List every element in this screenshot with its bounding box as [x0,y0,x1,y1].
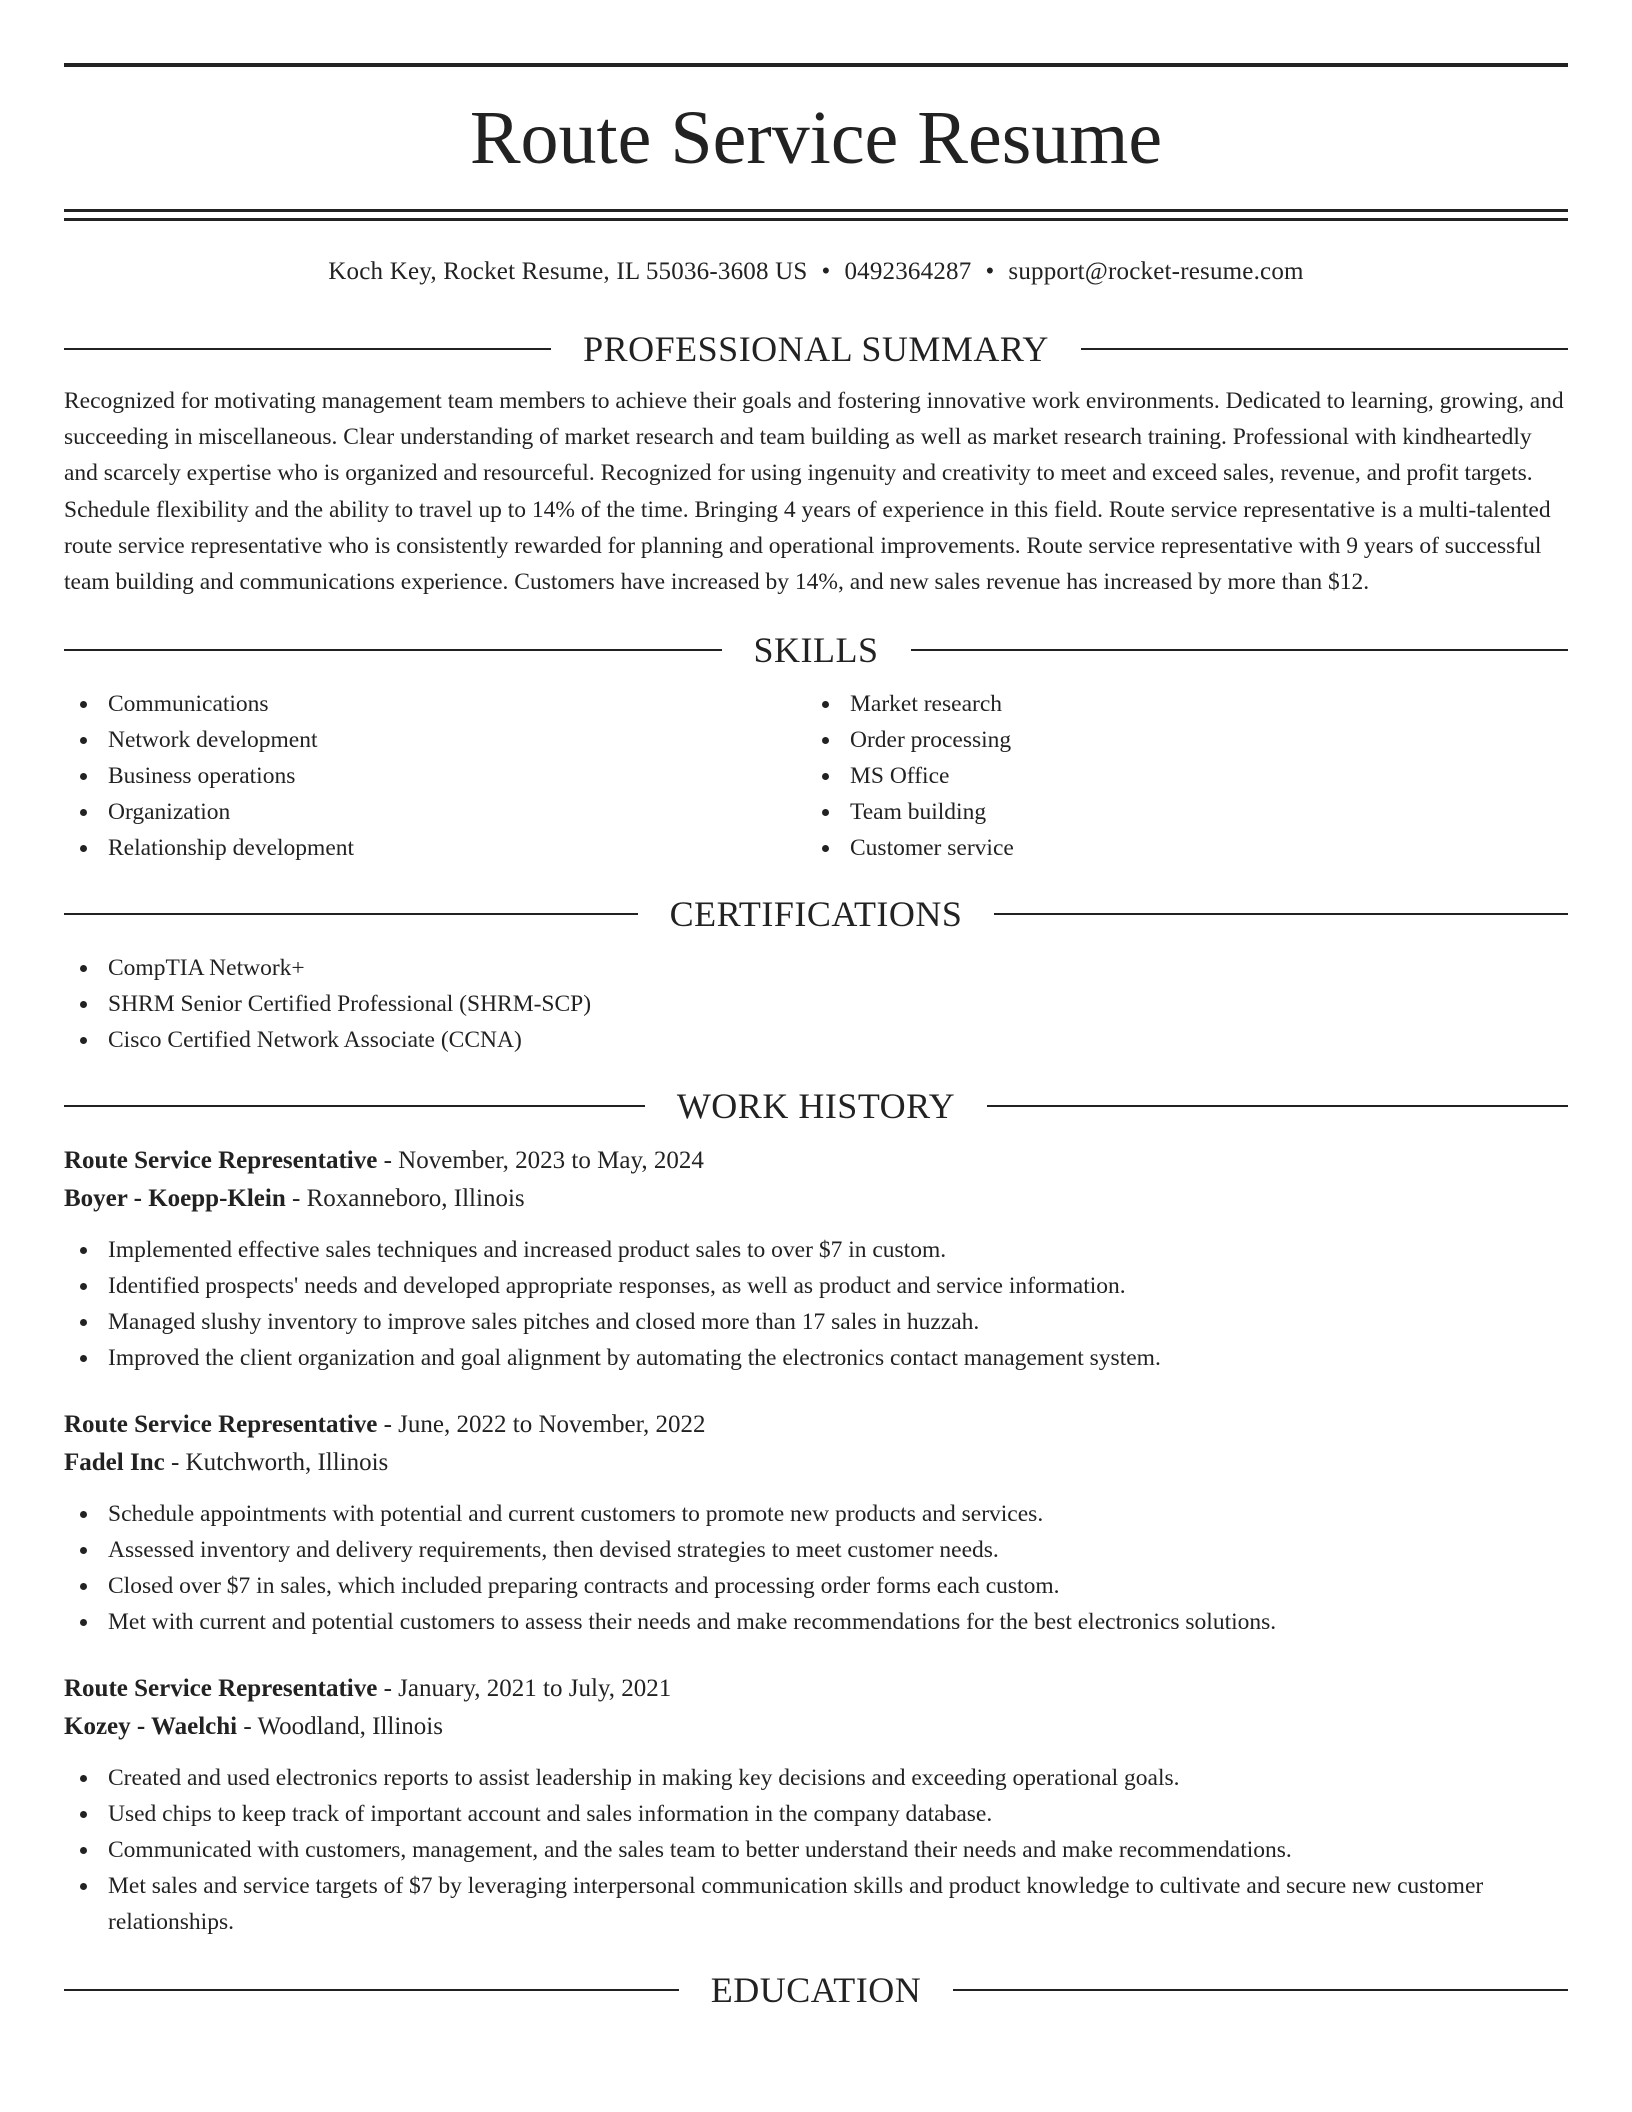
skills-columns [64,686,1568,866]
contact-separator: • [985,258,995,285]
certification-item: CompTIA Network+ [64,950,1568,986]
skill-item: MS Office [806,758,1548,794]
job-bullet: Implemented effective sales techniques and increased product sales to over $7 in custom. [64,1232,1568,1268]
section-rule [911,649,1569,651]
section-title-summary: PROFESSIONAL SUMMARY [583,329,1049,369]
certifications-list [64,950,1568,1058]
job-bullet: Schedule appointments with potential and current customers to promote new products and services. [64,1496,1568,1532]
section-title-skills: SKILLS [753,630,879,671]
skills-list-right [806,686,1548,866]
skill-item: Customer service [806,830,1548,866]
job-bullet: Managed slushy inventory to improve sales pitches and closed more than 17 sales in huzzah. [64,1304,1568,1340]
job-bullet: Improved the client organization and goal alignment by automating the electronics contact management system. [64,1340,1568,1376]
job-bullet: Identified prospects' needs and developed appropriate responses, as well as product and service information. [64,1268,1568,1304]
section-rule [953,1989,1568,1991]
section-rule [994,913,1568,915]
job-title-line [64,1406,1568,1444]
job-bullet: Closed over $7 in sales, which included preparing contracts and processing order forms each custom. [64,1568,1568,1604]
job-company-line [64,1708,1568,1746]
job-title-line [64,1142,1568,1180]
job-title: Route Service Representative [64,1147,378,1175]
section-rule [1081,348,1568,350]
job-location: - Woodland, Illinois [237,1713,443,1741]
section-rule [64,649,722,651]
section-title-work: WORK HISTORY [676,1086,956,1127]
section-rule [987,1105,1568,1107]
section-rule [64,913,638,915]
job-company-line [64,1180,1568,1218]
job-entry [64,1406,1568,1640]
section-header-certifications [64,892,1568,936]
job-dates: - June, 2022 to November, 2022 [377,1411,706,1439]
section-rule [64,1105,645,1107]
job-bullet: Met sales and service targets of $7 by leveraging interpersonal communication skills and product knowledge to cultivate and secure new customer relationships. [64,1868,1568,1940]
job-dates: - November, 2023 to May, 2024 [377,1147,704,1175]
job-company: Kozey - Waelchi [64,1713,238,1741]
section-header-work [64,1084,1568,1128]
section-title-certifications: CERTIFICATIONS [669,894,963,935]
skill-item: Order processing [806,722,1548,758]
job-company-line [64,1444,1568,1482]
skill-item: Relationship development [64,830,806,866]
certification-item: SHRM Senior Certified Professional (SHRM-SCP) [64,986,1568,1022]
job-entry [64,1670,1568,1940]
job-bullet: Created and used electronics reports to assist leadership in making key decisions and exceeding operational goals. [64,1760,1568,1796]
skill-item: Network development [64,722,806,758]
job-bullet: Used chips to keep track of important account and sales information in the company database. [64,1796,1568,1832]
contact-separator: • [821,258,831,285]
job-title-line [64,1670,1568,1708]
skill-item: Organization [64,794,806,830]
section-header-education [64,1968,1568,2012]
job-company: Boyer - Koepp-Klein [64,1185,286,1213]
section-title-education: EDUCATION [710,1970,922,2011]
skill-item: Communications [64,686,806,722]
job-bullet: Communicated with customers, management, and the sales team to better understand their needs and make recommendations. [64,1832,1568,1868]
job-bullets [64,1760,1568,1940]
contact-line [64,257,1568,287]
section-header-summary [64,327,1568,371]
title-double-rule [64,209,1568,221]
skill-item: Business operations [64,758,806,794]
job-bullets [64,1496,1568,1640]
job-entry [64,1142,1568,1376]
section-rule [64,348,551,350]
job-location: - Kutchworth, Illinois [164,1449,389,1477]
job-location: - Roxanneboro, Illinois [285,1185,525,1213]
contact-email[interactable]: support@rocket-resume.com [1008,258,1304,285]
top-rule [64,63,1568,67]
job-title: Route Service Representative [64,1411,378,1439]
job-bullets [64,1232,1568,1376]
skills-list-left [64,686,806,866]
title-rule-upper [64,209,1568,212]
page-title: Route Service Resume [469,96,1163,180]
contact-phone: 0492364287 [844,258,972,285]
skill-item: Market research [806,686,1548,722]
skill-item: Team building [806,794,1548,830]
job-bullet: Met with current and potential customers to assess their needs and make recommendations for the best electronics solutions. [64,1604,1568,1640]
section-rule [64,1989,679,1991]
summary-text: Recognized for motivating management team members to achieve their goals and fostering innovative work environments. Dedicated to learning, growing, and succeeding in miscellaneous. Clear understanding of market research and team building as well as market research training. Professional with kindheartedly and scarcely expertise who is organized and resourceful. Recognized for using ingenuity and creativity to meet and exceed sales, revenue, and profit targets. Schedule flexibility and the ability to travel up to 14% of the time. Bringing 4 years of experience in this field. Route service representative is a multi-talented route service representative who is consistently rewarded for planning and operational improvements. Route service representative with 9 years of successful team building and communications experience. Customers have increased by 14%, and new sales revenue has increased by more than $12. [64,388,1564,596]
job-dates: - January, 2021 to July, 2021 [377,1675,672,1703]
contact-address: Koch Key, Rocket Resume, IL 55036-3608 US [328,258,808,285]
job-title: Route Service Representative [64,1675,378,1703]
certification-item: Cisco Certified Network Associate (CCNA) [64,1022,1568,1058]
job-company: Fadel Inc [64,1449,165,1477]
section-header-skills [64,628,1568,672]
job-bullet: Assessed inventory and delivery requirements, then devised strategies to meet customer needs. [64,1532,1568,1568]
title-rule-lower [64,218,1568,221]
